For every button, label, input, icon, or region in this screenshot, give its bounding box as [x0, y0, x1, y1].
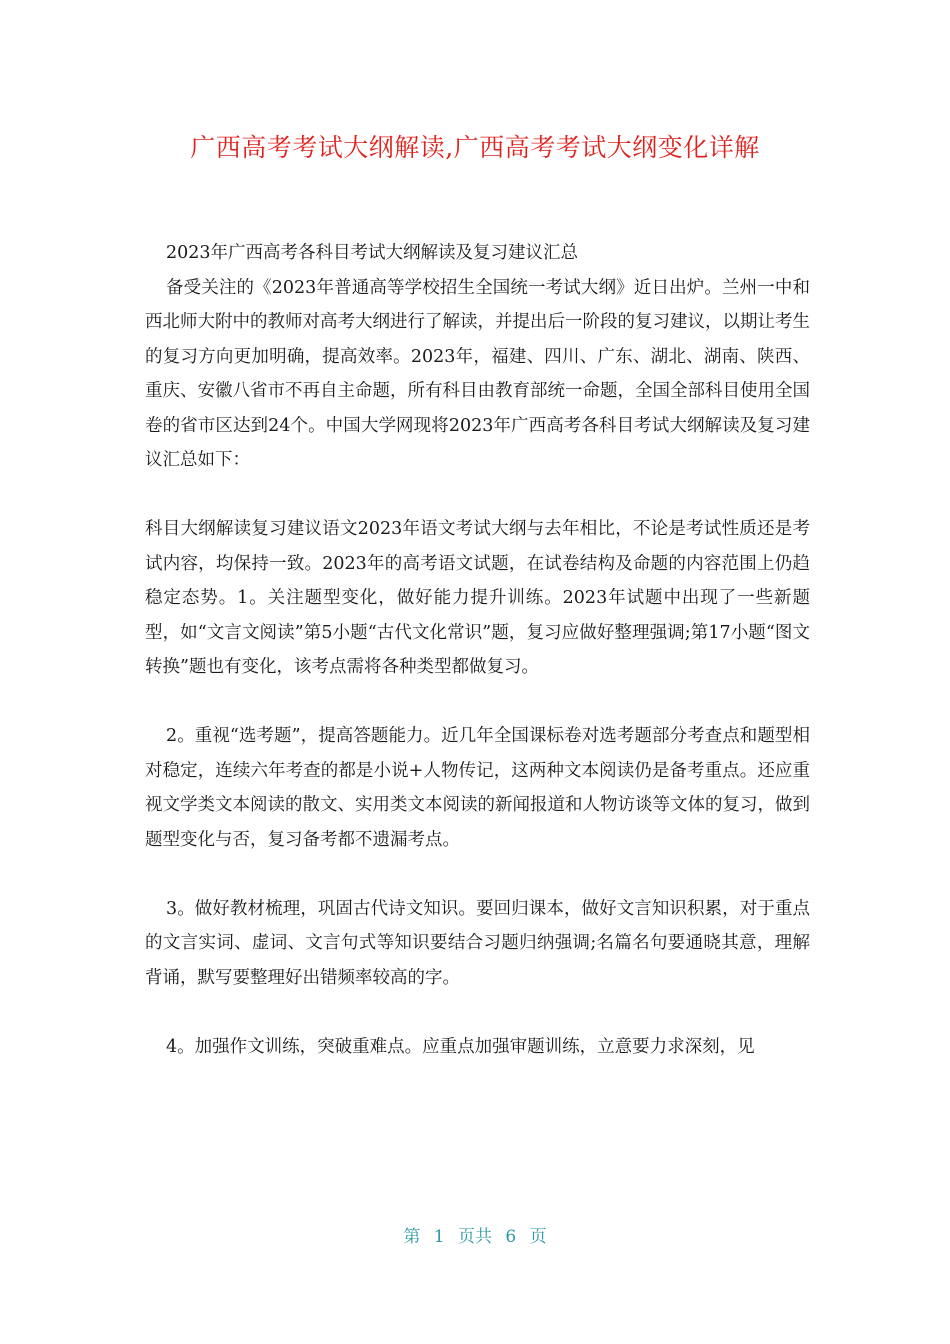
- paragraph-chinese-outline: 科目大纲解读复习建议语文2023年语文考试大纲与去年相比，不论是考试性质还是考试内容，均保持一致。2023年的高考语文试题，在试卷结构及命题的内容范围上仍趋稳定态势。1。关注题型变化，做好能力提升训练。2023年试题中出现了一些新题型，如“文言文阅读”第5小题“古代文化常识”题，复习应做好整理强调;第17小题“图文转换”题也有变化，该考点需将各种类型都做复习。: [145, 519, 810, 677]
- paragraph-point-4: 4。加强作文训练，突破重难点。应重点加强审题训练，立意要力求深刻，见: [166, 1036, 755, 1057]
- paragraph-point-3: 3。做好教材梳理，巩固古代诗文知识。要回归课本，做好文言知识积累，对于重点的文言实词、虚词、文言句式等知识要结合习题归纳强调;名篇名句要通晓其意，理解背诵，默写要整理好出错频率较高的字。: [145, 898, 810, 988]
- paragraph-intro: 备受关注的《2023年普通高等学校招生全国统一考试大纲》近日出炉。兰州一中和西北师大附中的教师对高考大纲进行了解读，并提出后一阶段的复习建议，以期让考生的复习方向更加明确，提高效率。2023年，福建、四川、广东、湖北、湖南、陕西、重庆、安徽八省市不再自主命题，所有科目由教育部统一命题，全国全部科目使用全国卷的省市区达到24个。中国大学网现将2023年广西高考各科目考试大纲解读及复习建议汇总如下：: [145, 277, 810, 470]
- paragraph-point-2: 2。重视“选考题”，提高答题能力。近几年全国课标卷对选考题部分考查点和题型相对稳定，连续六年考查的都是小说+人物传记，这两种文本阅读仍是备考重点。还应重视文学类文本阅读的散文、实用类文本阅读的新闻报道和人物访谈等文体的复习，做到题型变化与否，复习备考都不遗漏考点。: [145, 726, 810, 850]
- page-number-footer: 第 1 页共 6 页: [403, 1227, 547, 1247]
- document-title: 广西高考考试大纲解读,广西高考考试大纲变化详解: [190, 133, 760, 162]
- paragraph-heading: 2023年广西高考各科目考试大纲解读及复习建议汇总: [166, 243, 579, 263]
- document-body: [145, 236, 810, 1064]
